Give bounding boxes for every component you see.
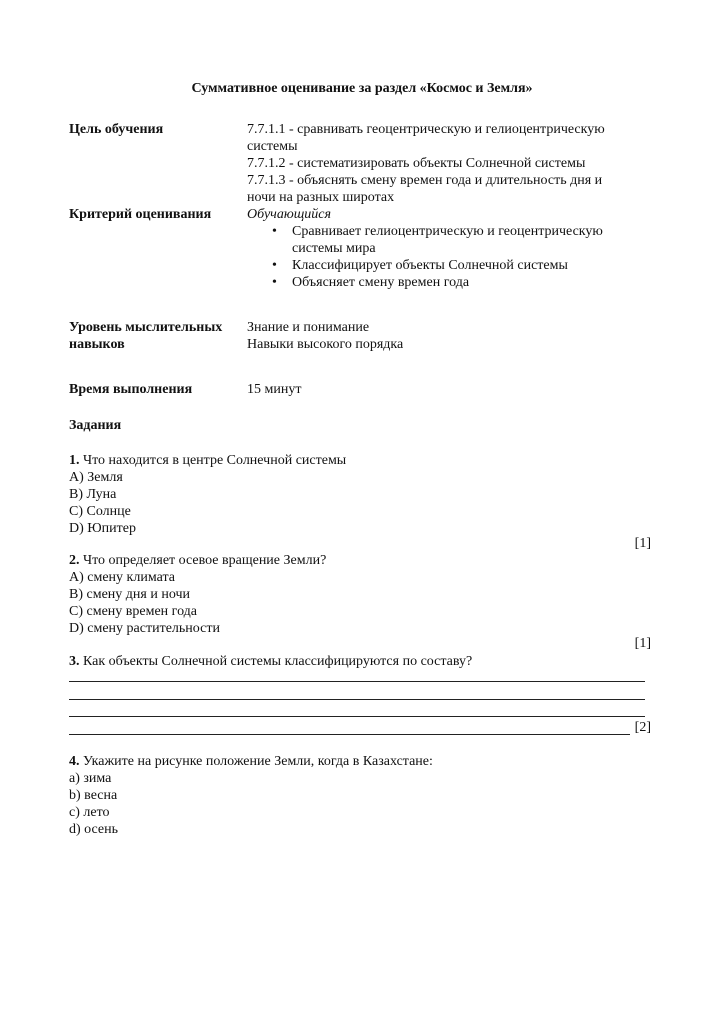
- criteria-item: • Сравнивает гелиоцентрическую и геоцентрическую системы мира: [247, 223, 627, 257]
- answer-option: c) лето: [69, 805, 110, 820]
- answer-option: A) смену климата: [69, 570, 175, 585]
- goal-line: 7.7.1.2 - систематизировать объекты Солнечной системы: [247, 156, 586, 171]
- goal-line: 7.7.1.3 - объяснять смену времен года и длительность дня и: [247, 173, 603, 188]
- answer-option: C) смену времен года: [69, 604, 197, 619]
- question-1-score: [1]: [634, 536, 651, 551]
- question-2: [69, 552, 651, 637]
- criteria-list: [247, 223, 647, 291]
- criteria-item: • Классифицирует объекты Солнечной системы: [247, 257, 647, 274]
- answer-line[interactable]: [69, 681, 645, 682]
- criteria-values: [247, 206, 647, 291]
- document-title: Суммативное оценивание за раздел «Космос и Земля»: [191, 81, 533, 96]
- answer-option: A) Земля: [69, 470, 123, 485]
- question-1: [69, 452, 651, 537]
- goal-line: ночи на разных широтах: [247, 190, 395, 205]
- question-3: [69, 653, 651, 670]
- answer-option: D) Юпитер: [69, 521, 136, 536]
- answer-option: d) осень: [69, 822, 118, 837]
- skills-label: Уровень мыслительных навыков: [69, 320, 223, 352]
- criteria-label: Критерий оценивания: [69, 207, 212, 222]
- answer-option: b) весна: [69, 788, 118, 803]
- answer-option: B) Луна: [69, 487, 117, 502]
- goal-label: Цель обучения: [69, 122, 164, 137]
- question-4: [69, 753, 651, 838]
- time-label: Время выполнения: [69, 382, 193, 397]
- tasks-heading: Задания: [69, 418, 122, 433]
- question-2-score: [1]: [634, 636, 651, 651]
- answer-option: D) смену растительности: [69, 621, 220, 636]
- criteria-intro: Обучающийся: [247, 207, 332, 222]
- criteria-item: • Объясняет смену времен года: [247, 274, 647, 291]
- skill-level: Навыки высокого порядка: [247, 337, 404, 352]
- question-text: 4. Укажите на рисунке положение Земли, когда в Казахстане:: [69, 754, 433, 769]
- answer-option: C) Солнце: [69, 504, 131, 519]
- goal-line: 7.7.1.1 - сравнивать геоцентрическую и гелиоцентрическую: [247, 122, 605, 137]
- answer-line[interactable]: [69, 716, 645, 717]
- answer-option: a) зима: [69, 771, 112, 786]
- skill-level: Знание и понимание: [247, 320, 370, 335]
- question-text: 3. Как объекты Солнечной системы классифицируются по составу?: [69, 654, 473, 669]
- answer-line[interactable]: [69, 699, 645, 700]
- answer-line[interactable]: [69, 734, 630, 735]
- answer-option: B) смену дня и ночи: [69, 587, 190, 602]
- goal-values: [247, 121, 647, 206]
- skills-values: [247, 319, 647, 353]
- question-text: 1. Что находится в центре Солнечной системы: [69, 453, 347, 468]
- question-text: 2. Что определяет осевое вращение Земли?: [69, 553, 327, 568]
- time-value: 15 минут: [247, 382, 302, 397]
- question-3-score: [2]: [634, 720, 651, 735]
- goal-line: системы: [247, 139, 298, 154]
